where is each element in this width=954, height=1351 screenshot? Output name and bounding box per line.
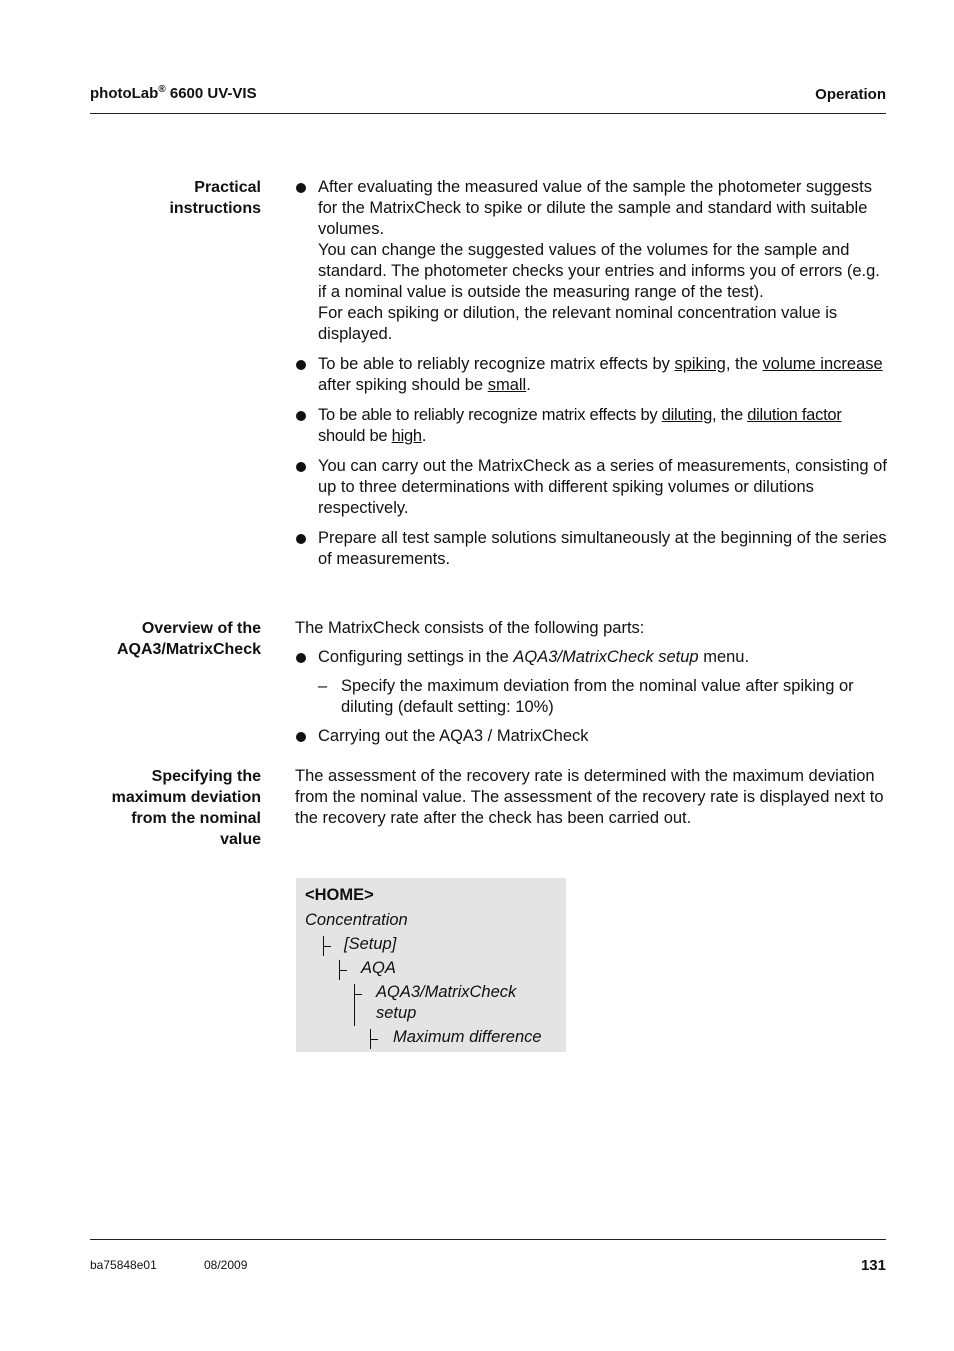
practical-title-line1: Practical bbox=[194, 179, 261, 196]
bullet-icon bbox=[296, 534, 306, 544]
menu-level-aqa3-line2: setup bbox=[376, 1004, 417, 1022]
menu-level-concentration: Concentration bbox=[305, 911, 408, 929]
underlined-term: spiking, bbox=[674, 355, 731, 373]
overview-title-line1: Overview of the bbox=[141, 620, 261, 637]
bullet-text-cont: For each spiking or dilution, the relevant nominal concentration value is displayed. bbox=[318, 304, 838, 343]
text-run: after spiking should be bbox=[318, 376, 488, 394]
list-item bbox=[295, 726, 889, 747]
bullet-icon bbox=[296, 732, 306, 742]
bullet-text-cont: You can change the suggested values of the volumes for the sample and standard. The photometer checks your entries and informs you of errors (e.g. if a nominal value is outside the measuring range of the test). bbox=[318, 241, 880, 301]
deviation-title-line1: Specifying the bbox=[151, 768, 261, 785]
bullet-icon bbox=[296, 360, 306, 370]
overview-title-line2: AQA3/MatrixCheck bbox=[116, 641, 261, 658]
bullet-icon bbox=[296, 183, 306, 193]
underlined-term: dilution factor bbox=[747, 406, 842, 424]
overview-content bbox=[295, 618, 889, 756]
text-run: Configuring settings in the bbox=[318, 648, 514, 666]
list-item bbox=[295, 405, 889, 447]
bullet-text bbox=[318, 405, 889, 447]
bullet-icon bbox=[296, 411, 306, 421]
sub-item-text: Specify the maximum deviation from the nominal value after spiking or diluting (default setting: 10%) bbox=[341, 677, 854, 716]
text-run: To be able to reliably recognize matrix effects by bbox=[318, 355, 675, 373]
footer-rule bbox=[90, 1239, 886, 1240]
text-run: the bbox=[716, 406, 748, 424]
list-item bbox=[295, 354, 889, 396]
list-item bbox=[295, 528, 889, 570]
registered-mark: ® bbox=[158, 84, 166, 95]
deviation-title-line2: maximum deviation bbox=[111, 789, 261, 806]
product-name: photoLab bbox=[90, 85, 159, 102]
menu-path-box bbox=[296, 878, 566, 1052]
text-run: menu. bbox=[698, 648, 750, 666]
menu-name: AQA3/MatrixCheck setup bbox=[513, 648, 699, 666]
text-run: To be able to reliably recognize matrix effects by bbox=[318, 406, 662, 424]
header-product bbox=[90, 84, 257, 102]
header-section: Operation bbox=[815, 86, 886, 103]
bullet-icon bbox=[296, 653, 306, 663]
bullet-text bbox=[318, 354, 889, 396]
underlined-term: diluting, bbox=[661, 406, 717, 424]
header-rule bbox=[90, 113, 886, 114]
practical-list bbox=[295, 177, 889, 579]
bullet-text: Carrying out the AQA3 / MatrixCheck bbox=[318, 727, 589, 745]
sub-list-item bbox=[295, 676, 889, 718]
menu-level-aqa3-line1: AQA3/MatrixCheck bbox=[376, 983, 517, 1001]
list-item bbox=[295, 456, 889, 519]
dash-icon: – bbox=[318, 677, 328, 695]
menu-level-aqa: AQA bbox=[361, 959, 396, 977]
text-run: . bbox=[526, 376, 531, 394]
deviation-title-line3: from the nominal bbox=[131, 810, 261, 827]
underlined-term: high bbox=[391, 427, 422, 445]
bullet-text: Prepare all test sample solutions simultaneously at the beginning of the series of measurements. bbox=[318, 529, 887, 568]
footer-date: 08/2009 bbox=[204, 1258, 248, 1272]
menu-level-max-difference: Maximum difference bbox=[393, 1028, 542, 1046]
page-number: 131 bbox=[860, 1257, 886, 1274]
product-model: 6600 UV-VIS bbox=[165, 85, 257, 102]
text-run: the bbox=[730, 355, 763, 373]
deviation-side-title bbox=[61, 766, 261, 850]
deviation-title-line4: value bbox=[220, 831, 261, 848]
practical-side-title bbox=[61, 177, 261, 219]
list-item bbox=[295, 647, 889, 668]
bullet-text: After evaluating the measured value of the sample the photometer suggests for the MatrixCheck to spike or dilute the sample and standard with suitable volumes. bbox=[318, 178, 872, 238]
menu-home: <HOME> bbox=[305, 886, 374, 904]
bullet-text: You can carry out the MatrixCheck as a series of measurements, consisting of up to three determinations with different spiking volumes or dilutions respectively. bbox=[318, 457, 887, 517]
menu-level-setup: [Setup] bbox=[344, 935, 397, 953]
bullet-text bbox=[318, 647, 889, 668]
text-run: should be bbox=[318, 427, 392, 445]
deviation-text: The assessment of the recovery rate is determined with the maximum deviation from the nominal value. The assessment of the recovery rate is displayed next to the recovery rate after the check has been carried out. bbox=[295, 767, 884, 827]
list-item bbox=[295, 177, 889, 345]
bullet-icon bbox=[296, 462, 306, 472]
overview-side-title bbox=[61, 618, 261, 660]
overview-intro: The MatrixCheck consists of the following parts: bbox=[295, 619, 645, 637]
practical-title-line2: instructions bbox=[169, 200, 261, 217]
footer-doc-id: ba75848e01 bbox=[90, 1258, 157, 1272]
underlined-term: small bbox=[487, 376, 527, 394]
underlined-term: volume increase bbox=[762, 355, 883, 373]
text-run: . bbox=[421, 427, 427, 445]
